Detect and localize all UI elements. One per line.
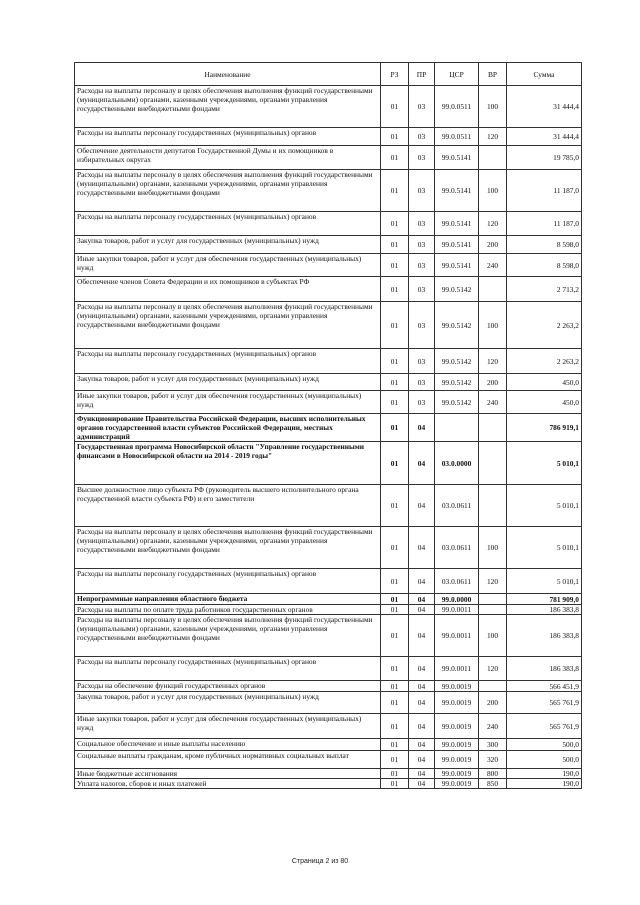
cell-vr: 240 <box>479 391 507 414</box>
table-row <box>75 442 582 485</box>
table-row <box>75 170 582 212</box>
cell-rz: 01 <box>381 605 409 615</box>
table-row <box>75 681 582 692</box>
cell-pr: 04 <box>409 527 435 569</box>
cell-csr: 99.0.0511 <box>435 86 479 128</box>
cell-csr: 99.0.0011 <box>435 605 479 615</box>
header-sum: Сумма <box>507 63 582 86</box>
cell-sum: 19 785,0 <box>507 146 582 170</box>
cell-name: Расходы на выплаты персоналу государственных (муниципальных) органов <box>75 212 381 236</box>
cell-sum: 500,0 <box>507 739 582 751</box>
cell-sum: 186 383,8 <box>507 605 582 615</box>
cell-csr: 99.0.5141 <box>435 212 479 236</box>
cell-name: Закупка товаров, работ и услуг для государственных (муниципальных) нужд <box>75 374 381 391</box>
table-row <box>75 349 582 374</box>
table-row <box>75 391 582 414</box>
cell-rz: 01 <box>381 739 409 751</box>
cell-csr: 99.0.5141 <box>435 236 479 254</box>
cell-pr: 04 <box>409 569 435 594</box>
cell-pr: 03 <box>409 128 435 146</box>
cell-pr: 04 <box>409 414 435 442</box>
cell-rz: 01 <box>381 692 409 714</box>
budget-table <box>74 62 582 789</box>
table-row <box>75 714 582 739</box>
cell-vr <box>479 146 507 170</box>
cell-sum: 8 598,0 <box>507 254 582 277</box>
cell-name: Расходы на выплаты персоналу государственных (муниципальных) органов <box>75 349 381 374</box>
cell-name: Социальное обеспечение и иные выплаты населению <box>75 739 381 751</box>
cell-csr: 99.0.0011 <box>435 657 479 681</box>
cell-csr: 03.0.0611 <box>435 569 479 594</box>
cell-name: Обеспечение деятельности депутатов Государственной Думы и их помощников в избирательных округах <box>75 146 381 170</box>
cell-vr: 300 <box>479 739 507 751</box>
cell-csr: 99.0.0019 <box>435 692 479 714</box>
cell-rz: 01 <box>381 769 409 779</box>
cell-sum: 31 444,4 <box>507 128 582 146</box>
cell-rz: 01 <box>381 681 409 692</box>
cell-csr <box>435 414 479 442</box>
cell-sum: 11 187,0 <box>507 170 582 212</box>
cell-csr: 99.0.5141 <box>435 254 479 277</box>
cell-vr: 120 <box>479 569 507 594</box>
table-body <box>75 86 582 789</box>
header-pr: ПР <box>409 63 435 86</box>
cell-vr: 100 <box>479 527 507 569</box>
cell-rz: 01 <box>381 302 409 349</box>
cell-csr: 03.0.0611 <box>435 527 479 569</box>
cell-vr: 200 <box>479 236 507 254</box>
cell-csr: 99.0.0000 <box>435 594 479 605</box>
cell-rz: 01 <box>381 254 409 277</box>
cell-vr: 100 <box>479 302 507 349</box>
cell-rz: 01 <box>381 128 409 146</box>
cell-csr: 99.0.0019 <box>435 769 479 779</box>
cell-vr <box>479 277 507 302</box>
cell-csr: 99.0.5141 <box>435 146 479 170</box>
cell-sum: 565 761,9 <box>507 714 582 739</box>
cell-name: Иные бюджетные ассигнования <box>75 769 381 779</box>
cell-sum: 5 010,1 <box>507 485 582 527</box>
cell-rz: 01 <box>381 615 409 657</box>
cell-csr: 99.0.0019 <box>435 779 479 789</box>
cell-rz: 01 <box>381 594 409 605</box>
table-header-row <box>75 63 582 86</box>
table-row <box>75 769 582 779</box>
cell-sum: 190,0 <box>507 769 582 779</box>
cell-vr: 200 <box>479 692 507 714</box>
table-row <box>75 254 582 277</box>
cell-vr: 100 <box>479 86 507 128</box>
cell-vr <box>479 605 507 615</box>
header-vr: ВР <box>479 63 507 86</box>
table-row <box>75 236 582 254</box>
table-row <box>75 605 582 615</box>
cell-sum: 11 187,0 <box>507 212 582 236</box>
table-row <box>75 277 582 302</box>
cell-rz: 01 <box>381 236 409 254</box>
table-row <box>75 594 582 605</box>
cell-vr: 100 <box>479 170 507 212</box>
cell-name: Расходы на выплаты персоналу в целях обеспечения выполнения функций государственными (муниципальными) органами, казенными учреждениями, органами управления государственными внебюджетными фондами <box>75 615 381 657</box>
cell-rz: 01 <box>381 657 409 681</box>
table-row <box>75 751 582 769</box>
cell-name: Закупка товаров, работ и услуг для государственных (муниципальных) нужд <box>75 236 381 254</box>
cell-csr: 03.0.0000 <box>435 442 479 485</box>
cell-csr: 99.0.0511 <box>435 128 479 146</box>
table-row <box>75 146 582 170</box>
header-rz: РЗ <box>381 63 409 86</box>
cell-pr: 04 <box>409 739 435 751</box>
cell-name: Уплата налогов, сборов и иных платежей <box>75 779 381 789</box>
cell-sum: 2 263,2 <box>507 302 582 349</box>
header-name: Наименование <box>75 63 381 86</box>
cell-sum: 786 919,1 <box>507 414 582 442</box>
cell-name: Расходы на выплаты персоналу государственных (муниципальных) органов <box>75 657 381 681</box>
cell-name: Высшее должностное лицо субъекта РФ (руководитель высшего исполнительного органа государственной власти субъекта РФ) и его заместители <box>75 485 381 527</box>
cell-csr: 99.0.5142 <box>435 277 479 302</box>
cell-name: Обеспечение членов Совета Федерации и их помощников в субъектах РФ <box>75 277 381 302</box>
cell-csr: 99.0.0011 <box>435 615 479 657</box>
table-row <box>75 692 582 714</box>
cell-rz: 01 <box>381 349 409 374</box>
cell-sum: 781 909,0 <box>507 594 582 605</box>
table-row <box>75 527 582 569</box>
cell-pr: 03 <box>409 391 435 414</box>
cell-pr: 04 <box>409 692 435 714</box>
cell-sum: 190,0 <box>507 779 582 789</box>
cell-sum: 450,0 <box>507 374 582 391</box>
cell-vr: 120 <box>479 212 507 236</box>
cell-pr: 04 <box>409 769 435 779</box>
cell-sum: 565 761,9 <box>507 692 582 714</box>
cell-sum: 186 383,8 <box>507 657 582 681</box>
cell-rz: 01 <box>381 391 409 414</box>
cell-pr: 04 <box>409 714 435 739</box>
cell-name: Расходы на обеспечение функций государственных органов <box>75 681 381 692</box>
table-row <box>75 739 582 751</box>
cell-pr: 04 <box>409 657 435 681</box>
cell-name: Расходы на выплаты персоналу в целях обеспечения выполнения функций государственными (муниципальными) органами, казенными учреждениями, органами управления государственными внебюджетными фондами <box>75 170 381 212</box>
cell-pr: 03 <box>409 86 435 128</box>
cell-vr: 320 <box>479 751 507 769</box>
cell-vr: 850 <box>479 779 507 789</box>
table-row <box>75 128 582 146</box>
cell-pr: 03 <box>409 349 435 374</box>
cell-csr: 03.0.0611 <box>435 485 479 527</box>
cell-pr: 04 <box>409 594 435 605</box>
cell-name: Государственная программа Новосибирской области "Управление государственными финансами в Новосибирской области на 2014 - 2019 годы" <box>75 442 381 485</box>
table-row <box>75 779 582 789</box>
cell-name: Расходы на выплаты персоналу в целях обеспечения выполнения функций государственными (муниципальными) органами, казенными учреждениями, органами управления государственными внебюджетными фондами <box>75 86 381 128</box>
cell-vr <box>479 442 507 485</box>
cell-name: Расходы на выплаты персоналу государственных (муниципальных) органов <box>75 569 381 594</box>
cell-csr: 99.0.0019 <box>435 739 479 751</box>
cell-vr: 120 <box>479 349 507 374</box>
cell-csr: 99.0.0019 <box>435 751 479 769</box>
cell-rz: 01 <box>381 277 409 302</box>
table-row <box>75 302 582 349</box>
cell-name: Расходы на выплаты персоналу государственных (муниципальных) органов <box>75 128 381 146</box>
page-number: Страница 2 из 80 <box>291 858 349 865</box>
cell-csr: 99.0.5142 <box>435 349 479 374</box>
cell-pr: 04 <box>409 615 435 657</box>
cell-name: Расходы на выплаты персоналу в целях обеспечения выполнения функций государственными (муниципальными) органами, казенными учреждениями, органами управления государственными внебюджетными фондами <box>75 527 381 569</box>
cell-vr: 800 <box>479 769 507 779</box>
cell-pr: 03 <box>409 302 435 349</box>
cell-pr: 03 <box>409 146 435 170</box>
cell-pr: 04 <box>409 485 435 527</box>
cell-vr <box>479 414 507 442</box>
cell-name: Непрограммные направления областного бюджета <box>75 594 381 605</box>
cell-name: Иные закупки товаров, работ и услуг для обеспечения государственных (муниципальных) нужд <box>75 714 381 739</box>
cell-name: Социальные выплаты гражданам, кроме публичных нормативных социальных выплат <box>75 751 381 769</box>
cell-pr: 03 <box>409 212 435 236</box>
cell-vr <box>479 681 507 692</box>
cell-csr: 99.0.5142 <box>435 302 479 349</box>
cell-pr: 04 <box>409 751 435 769</box>
cell-vr: 200 <box>479 374 507 391</box>
cell-pr: 04 <box>409 779 435 789</box>
cell-sum: 5 010,1 <box>507 527 582 569</box>
cell-rz: 01 <box>381 212 409 236</box>
header-csr: ЦСР <box>435 63 479 86</box>
cell-rz: 01 <box>381 569 409 594</box>
cell-sum: 500,0 <box>507 751 582 769</box>
cell-pr: 04 <box>409 681 435 692</box>
cell-sum: 8 598,0 <box>507 236 582 254</box>
cell-vr: 120 <box>479 657 507 681</box>
cell-sum: 31 444,4 <box>507 86 582 128</box>
cell-sum: 2 713,2 <box>507 277 582 302</box>
table-row <box>75 86 582 128</box>
cell-pr: 03 <box>409 254 435 277</box>
table-row <box>75 657 582 681</box>
cell-pr: 04 <box>409 442 435 485</box>
cell-name: Иные закупки товаров, работ и услуг для обеспечения государственных (муниципальных) нужд <box>75 254 381 277</box>
cell-csr: 99.0.0019 <box>435 681 479 692</box>
cell-name: Функционирование Правительства Российской Федерации, высших исполнительных органов государственной власти субъектов Российской Федерации, местных администраций <box>75 414 381 442</box>
cell-vr <box>479 485 507 527</box>
cell-csr: 99.0.0019 <box>435 714 479 739</box>
cell-vr: 240 <box>479 254 507 277</box>
cell-rz: 01 <box>381 414 409 442</box>
cell-sum: 450,0 <box>507 391 582 414</box>
cell-vr: 240 <box>479 714 507 739</box>
cell-rz: 01 <box>381 527 409 569</box>
cell-name: Расходы на выплаты по оплате труда работников государственных органов <box>75 605 381 615</box>
cell-csr: 99.0.5142 <box>435 374 479 391</box>
cell-rz: 01 <box>381 146 409 170</box>
cell-pr: 04 <box>409 605 435 615</box>
cell-name: Расходы на выплаты персоналу в целях обеспечения выполнения функций государственными (муниципальными) органами, казенными учреждениями, органами управления государственными внебюджетными фондами <box>75 302 381 349</box>
cell-sum: 2 263,2 <box>507 349 582 374</box>
cell-rz: 01 <box>381 374 409 391</box>
table-row <box>75 414 582 442</box>
cell-rz: 01 <box>381 170 409 212</box>
cell-vr <box>479 594 507 605</box>
cell-csr: 99.0.5142 <box>435 391 479 414</box>
cell-sum: 566 451,9 <box>507 681 582 692</box>
table-row <box>75 374 582 391</box>
table-row <box>75 212 582 236</box>
cell-name: Закупка товаров, работ и услуг для государственных (муниципальных) нужд <box>75 692 381 714</box>
cell-sum: 5 010,1 <box>507 569 582 594</box>
cell-pr: 03 <box>409 170 435 212</box>
cell-csr: 99.0.5141 <box>435 170 479 212</box>
cell-pr: 03 <box>409 277 435 302</box>
table-row <box>75 569 582 594</box>
cell-pr: 03 <box>409 374 435 391</box>
cell-rz: 01 <box>381 751 409 769</box>
cell-sum: 5 010,1 <box>507 442 582 485</box>
cell-rz: 01 <box>381 485 409 527</box>
cell-pr: 03 <box>409 236 435 254</box>
cell-sum: 186 383,8 <box>507 615 582 657</box>
cell-name: Иные закупки товаров, работ и услуг для обеспечения государственных (муниципальных) нужд <box>75 391 381 414</box>
table-row <box>75 485 582 527</box>
cell-rz: 01 <box>381 442 409 485</box>
cell-vr: 100 <box>479 615 507 657</box>
cell-rz: 01 <box>381 779 409 789</box>
cell-vr: 120 <box>479 128 507 146</box>
table-row <box>75 615 582 657</box>
cell-rz: 01 <box>381 86 409 128</box>
cell-rz: 01 <box>381 714 409 739</box>
